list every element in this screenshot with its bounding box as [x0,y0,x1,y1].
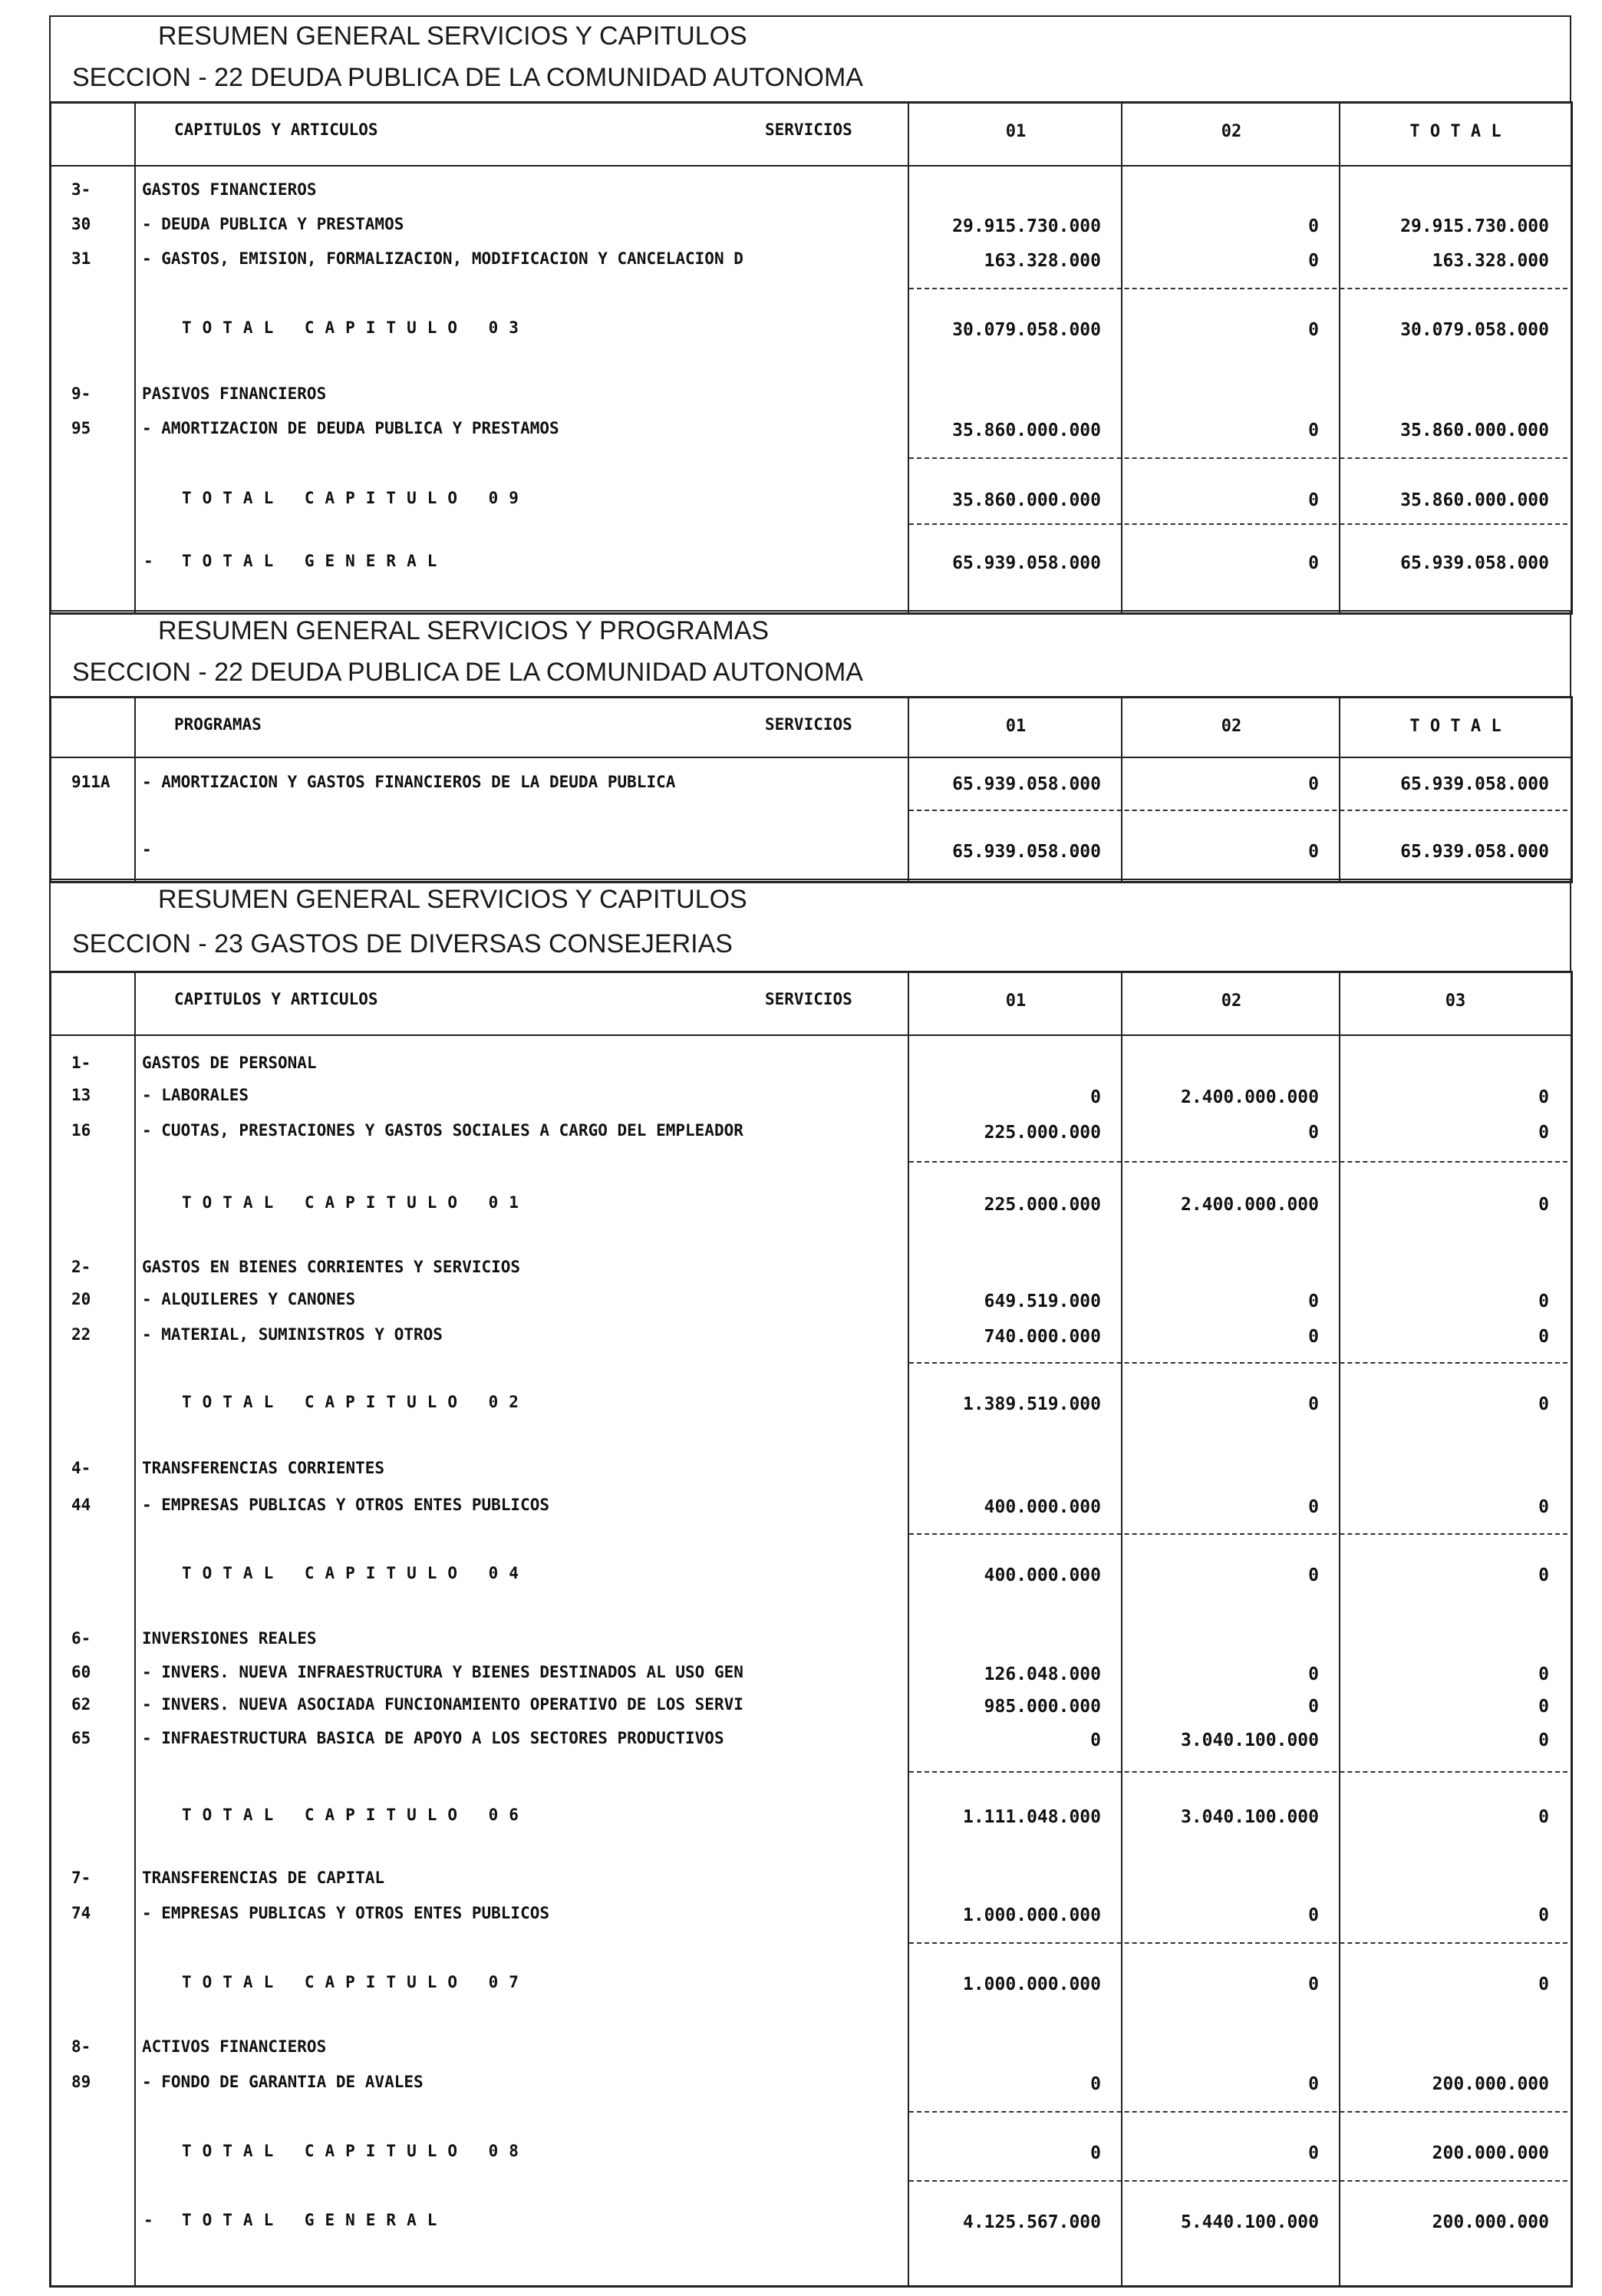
row-code: 89 [71,2073,91,2091]
section-title: RESUMEN GENERAL SERVICIOS Y PROGRAMAS [158,616,770,645]
data-table [49,101,1573,615]
row-description: - [142,840,152,859]
value-col-3: 0 [1538,1195,1549,1215]
row-code: 44 [71,1496,91,1514]
table-row [51,1393,1571,1416]
value-col-2: 0 [1308,1497,1319,1517]
value-col-1: 0 [1090,2074,1101,2094]
header-divider [51,1034,1571,1036]
total-label: TOTAL CAPITULO 06 [182,1806,529,1824]
value-col-1: 400.000.000 [984,1497,1101,1517]
subtotal-separator [909,1942,1567,1944]
value-col-2: 2.400.000.000 [1180,1087,1319,1107]
value-col-1: 65.939.058.000 [952,842,1101,862]
table-row [51,1459,1571,1482]
value-col-2: 0 [1308,320,1319,340]
table-row [51,1258,1571,1281]
value-col-1: 126.048.000 [984,1664,1101,1684]
value-col-3: 0 [1538,1123,1549,1143]
table-row [51,2211,1571,2234]
value-col-2: 0 [1308,251,1319,271]
value-col-3: 0 [1538,1807,1549,1827]
table-row [51,1663,1571,1686]
header-col-1: 01 [1005,717,1027,736]
table-row [51,1193,1571,1216]
value-col-2: 0 [1308,1974,1319,1994]
row-description: GASTOS DE PERSONAL [142,1054,317,1072]
row-description: TRANSFERENCIAS DE CAPITAL [142,1869,385,1887]
value-col-1: 0 [1090,1730,1101,1750]
row-code: 60 [71,1663,91,1681]
row-code: 16 [71,1121,91,1140]
table-row [51,2037,1571,2060]
header-servicios: SERVICIOS [765,715,852,734]
value-col-1: 1.111.048.000 [962,1807,1101,1827]
value-col-3: 65.939.058.000 [1400,842,1549,862]
value-col-3: 0 [1538,1730,1549,1750]
table-row [51,419,1571,442]
value-col-2: 0 [1308,842,1319,862]
table-row [51,1904,1571,1927]
value-col-1: 225.000.000 [984,1195,1101,1215]
value-col-1: 225.000.000 [984,1123,1101,1143]
value-col-2: 5.440.100.000 [1180,2212,1319,2232]
section-title: RESUMEN GENERAL SERVICIOS Y CAPITULOS [158,885,747,914]
value-col-2: 0 [1308,1394,1319,1414]
subtotal-separator [909,1533,1567,1535]
value-col-1: 400.000.000 [984,1565,1101,1585]
value-col-2: 0 [1308,1292,1319,1311]
row-code: 6- [71,1629,91,1648]
subtotal-separator [909,1161,1567,1163]
table-row [51,1290,1571,1313]
header-col-1: 01 [1005,122,1027,141]
value-col-2: 0 [1308,421,1319,440]
value-col-3: 0 [1538,1697,1549,1717]
total-label: TOTAL CAPITULO 02 [182,1393,529,1411]
row-code: 95 [71,419,91,437]
row-code: 3- [71,180,91,199]
value-col-1: 4.125.567.000 [962,2212,1101,2232]
row-description: - DEUDA PUBLICA Y PRESTAMOS [142,215,404,233]
value-col-3: 29.915.730.000 [1400,216,1549,236]
value-col-2: 0 [1308,774,1319,794]
table-row [51,384,1571,407]
value-col-3: 0 [1538,1664,1549,1684]
value-col-1: 649.519.000 [984,1292,1101,1311]
row-description: - GASTOS, EMISION, FORMALIZACION, MODIFICACION Y CANCELACION D [142,249,743,268]
table-row [51,1054,1571,1077]
table-row [51,215,1571,238]
value-col-3: 163.328.000 [1432,251,1549,271]
row-code: 30 [71,215,91,233]
value-col-2: 0 [1308,490,1319,510]
total-label: TOTAL CAPITULO 03 [182,318,529,337]
total-label: TOTAL CAPITULO 04 [182,1564,529,1582]
header-col-2: 02 [1221,991,1242,1011]
header-concept: CAPITULOS Y ARTICULOS [174,120,378,139]
value-col-1: 29.915.730.000 [952,216,1101,236]
row-description: - EMPRESAS PUBLICAS Y OTROS ENTES PUBLICOS [142,1904,550,1922]
header-servicios: SERVICIOS [765,120,852,139]
value-col-3: 0 [1538,1497,1549,1517]
table-row [51,1325,1571,1348]
value-col-2: 3.040.100.000 [1180,1730,1319,1750]
table-row [51,552,1571,575]
total-label: TOTAL CAPITULO 07 [182,1973,529,1991]
header-col-3: T O T A L [1409,122,1501,141]
value-col-2: 0 [1308,1697,1319,1717]
value-col-3: 0 [1538,1565,1549,1585]
section-title-box [49,879,1571,972]
row-description: ACTIVOS FINANCIEROS [142,2037,327,2056]
row-code: 8- [71,2037,91,2056]
value-col-2: 0 [1308,2143,1319,2163]
row-description: - LABORALES [142,1086,249,1104]
table-row [51,489,1571,512]
table-row [51,1121,1571,1144]
table-row [51,180,1571,203]
value-col-3: 200.000.000 [1432,2074,1549,2094]
value-col-3: 65.939.058.000 [1400,774,1549,794]
row-code: 9- [71,384,91,403]
value-col-3: 200.000.000 [1432,2212,1549,2232]
table-row [51,1806,1571,1829]
row-description: PASIVOS FINANCIEROS [142,384,327,403]
row-code: 13 [71,1086,91,1104]
table-row [51,840,1571,863]
value-col-1: 0 [1090,2143,1101,2163]
section-subtitle: SECCION - 22 DEUDA PUBLICA DE LA COMUNIDAD AUTONOMA [72,63,863,92]
value-col-1: 65.939.058.000 [952,553,1101,573]
row-description: GASTOS FINANCIEROS [142,180,317,199]
header-concept: CAPITULOS Y ARTICULOS [174,990,378,1008]
row-code: 1- [71,1054,91,1072]
row-code: 62 [71,1695,91,1714]
section-title: RESUMEN GENERAL SERVICIOS Y CAPITULOS [158,21,747,51]
value-col-3: 0 [1538,1087,1549,1107]
total-prefix: - [143,2211,153,2229]
value-col-3: 0 [1538,1292,1549,1311]
row-description: - EMPRESAS PUBLICAS Y OTROS ENTES PUBLICOS [142,1496,550,1514]
table-row [51,318,1571,341]
table-row [51,1973,1571,1996]
value-col-2: 3.040.100.000 [1180,1807,1319,1827]
subtotal-separator [909,1362,1567,1364]
value-col-3: 200.000.000 [1432,2143,1549,2163]
value-col-2: 0 [1308,1905,1319,1925]
row-description: - CUOTAS, PRESTACIONES Y GASTOS SOCIALES A CARGO DEL EMPLEADOR [142,1121,743,1140]
value-col-1: 740.000.000 [984,1327,1101,1347]
header-servicios: SERVICIOS [765,990,852,1008]
value-col-3: 0 [1538,1327,1549,1347]
subtotal-separator [909,457,1567,459]
row-description: GASTOS EN BIENES CORRIENTES Y SERVICIOS [142,1258,521,1276]
row-description: - INVERS. NUEVA INFRAESTRUCTURA Y BIENES DESTINADOS AL USO GEN [142,1663,743,1681]
row-description: - ALQUILERES Y CANONES [142,1290,356,1308]
row-code: 31 [71,249,91,268]
table-row [51,1496,1571,1519]
data-table [49,696,1573,883]
total-label: TOTAL GENERAL [182,2211,448,2229]
table-row [51,1086,1571,1109]
row-description: - MATERIAL, SUMINISTROS Y OTROS [142,1325,443,1344]
value-col-1: 0 [1090,1087,1101,1107]
row-code: 911A [71,773,110,791]
table-row [51,2142,1571,2165]
total-label: TOTAL CAPITULO 08 [182,2142,529,2160]
table-row [51,249,1571,272]
header-col-3: T O T A L [1409,717,1501,736]
value-col-2: 0 [1308,1664,1319,1684]
subtotal-separator [909,288,1567,289]
total-label: TOTAL CAPITULO 01 [182,1193,529,1212]
section-title-box [49,15,1571,103]
row-code: 65 [71,1729,91,1747]
table-row [51,1729,1571,1752]
subtotal-separator [909,1771,1567,1773]
value-col-3: 0 [1538,1905,1549,1925]
value-col-2: 0 [1308,1565,1319,1585]
subtotal-separator [909,810,1567,811]
value-col-3: 35.860.000.000 [1400,490,1549,510]
value-col-1: 30.079.058.000 [952,320,1101,340]
header-col-3: 03 [1445,991,1466,1011]
row-description: - INFRAESTRUCTURA BASICA DE APOYO A LOS SECTORES PRODUCTIVOS [142,1729,724,1747]
value-col-2: 0 [1308,1123,1319,1143]
header-col-1: 01 [1005,991,1027,1011]
row-code: 4- [71,1459,91,1477]
subtotal-separator [909,523,1567,525]
value-col-3: 0 [1538,1394,1549,1414]
value-col-3: 30.079.058.000 [1400,320,1549,340]
total-label: TOTAL CAPITULO 09 [182,489,529,507]
total-prefix: - [143,552,153,570]
value-col-2: 0 [1308,553,1319,573]
subtotal-separator [909,2111,1567,2113]
value-col-2: 0 [1308,216,1319,236]
value-col-2: 2.400.000.000 [1180,1195,1319,1215]
subtotal-separator [909,2180,1567,2182]
value-col-3: 65.939.058.000 [1400,553,1549,573]
header-concept: PROGRAMAS [174,715,262,734]
header-divider [51,757,1571,758]
row-description: TRANSFERENCIAS CORRIENTES [142,1459,385,1477]
value-col-1: 35.860.000.000 [952,421,1101,440]
row-code: 2- [71,1258,91,1276]
section-title-box [49,610,1571,698]
section-subtitle: SECCION - 23 GASTOS DE DIVERSAS CONSEJERIAS [72,929,733,958]
table-row [51,1564,1571,1587]
row-description: - AMORTIZACION DE DEUDA PUBLICA Y PRESTAMOS [142,419,559,437]
row-description: - FONDO DE GARANTIA DE AVALES [142,2073,424,2091]
total-label: TOTAL GENERAL [182,552,448,570]
value-col-2: 0 [1308,1327,1319,1347]
value-col-3: 0 [1538,1974,1549,1994]
row-code: 7- [71,1869,91,1887]
value-col-1: 985.000.000 [984,1697,1101,1717]
row-code: 74 [71,1904,91,1922]
section-subtitle: SECCION - 22 DEUDA PUBLICA DE LA COMUNIDAD AUTONOMA [72,658,863,687]
header-divider [51,165,1571,167]
value-col-2: 0 [1308,2074,1319,2094]
value-col-1: 65.939.058.000 [952,774,1101,794]
row-code: 20 [71,1290,91,1308]
table-row [51,1629,1571,1652]
row-code: 22 [71,1325,91,1344]
value-col-3: 35.860.000.000 [1400,421,1549,440]
table-row [51,1869,1571,1892]
value-col-1: 35.860.000.000 [952,490,1101,510]
row-description: - AMORTIZACION Y GASTOS FINANCIEROS DE LA DEUDA PUBLICA [142,773,676,791]
header-col-2: 02 [1221,717,1242,736]
row-description: INVERSIONES REALES [142,1629,317,1648]
value-col-1: 1.000.000.000 [962,1974,1101,1994]
table-row [51,773,1571,796]
data-table [49,971,1573,2288]
table-row [51,2073,1571,2096]
value-col-1: 1.389.519.000 [962,1394,1101,1414]
value-col-1: 1.000.000.000 [962,1905,1101,1925]
header-col-2: 02 [1221,122,1242,141]
row-description: - INVERS. NUEVA ASOCIADA FUNCIONAMIENTO OPERATIVO DE LOS SERVI [142,1695,743,1714]
value-col-1: 163.328.000 [984,251,1101,271]
table-row [51,1695,1571,1718]
